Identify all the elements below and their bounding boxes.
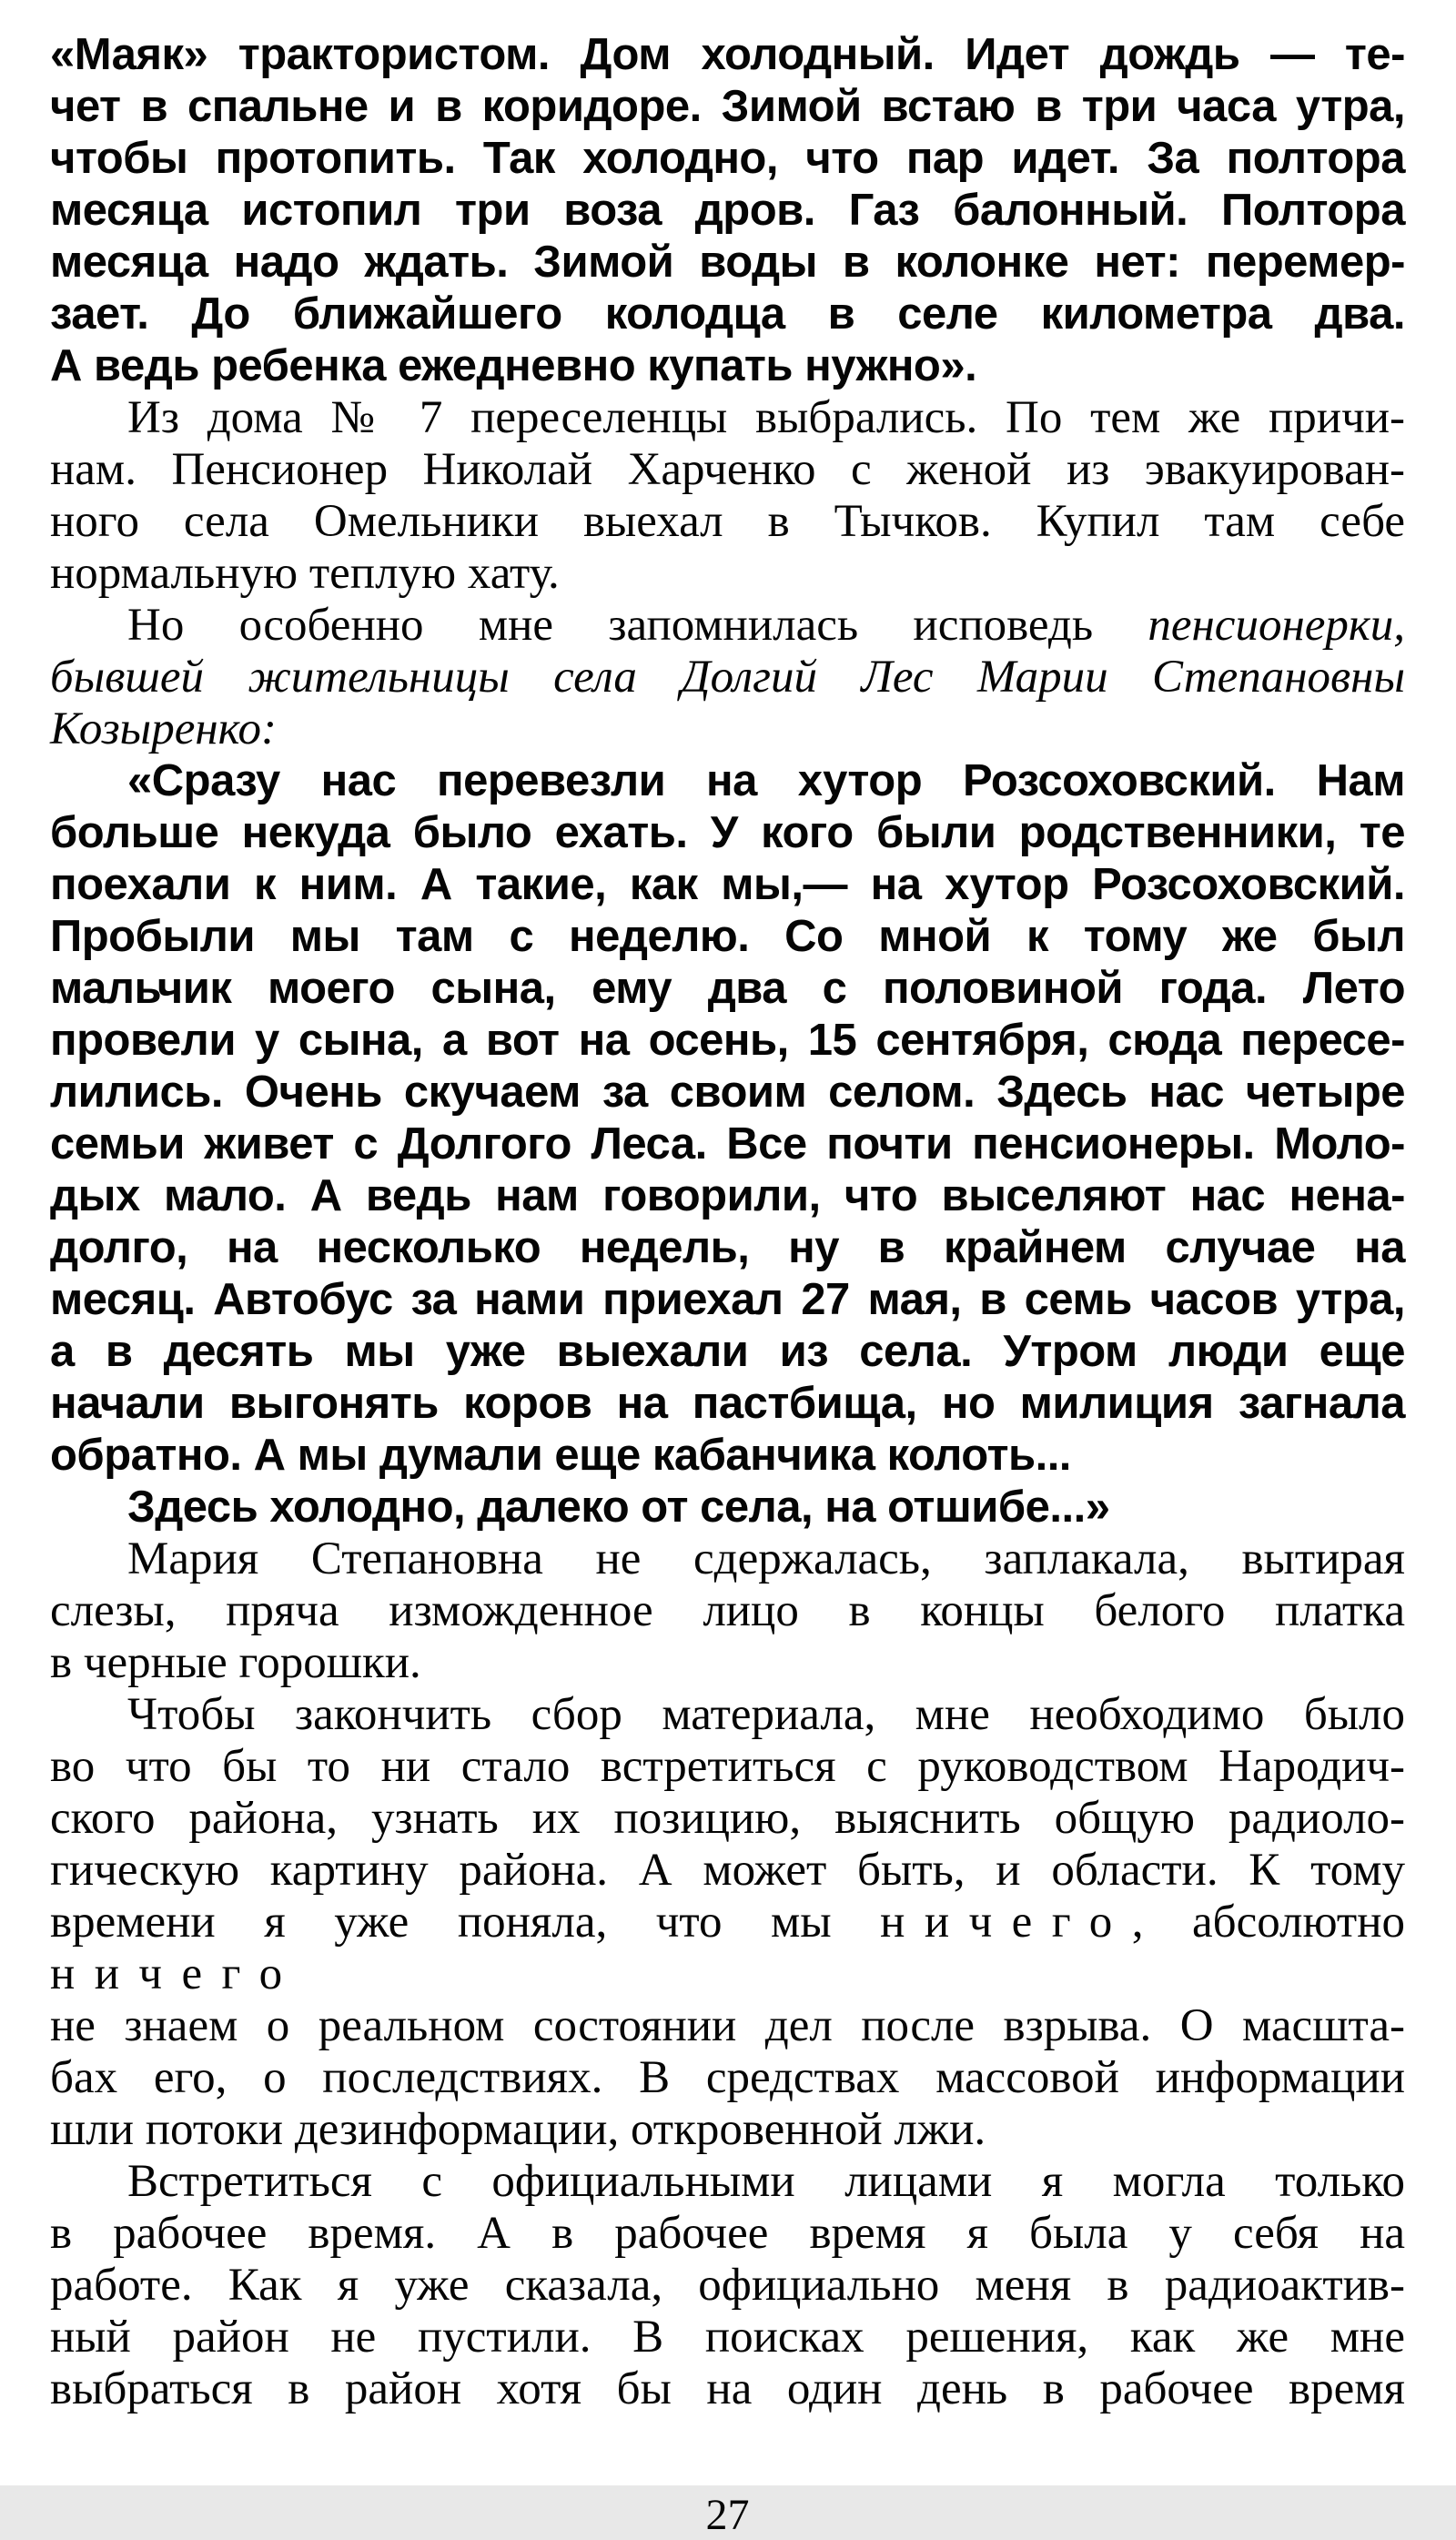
italic-text: бывшей жительницы села Долгий Лес Марии Степановны [50, 652, 1405, 703]
text-segment: долго, на несколько недель, ну в крайнем случае на [50, 1223, 1405, 1272]
text-line [50, 1326, 1405, 1378]
text-segment: ного села Омельники выехал в Тычков. Купил там себе [50, 496, 1405, 547]
text-segment: шли потоки дезинформации, откровенной лжи. [50, 2104, 986, 2155]
text-segment: больше некуда было ехать. У кого были родственники, те [50, 808, 1405, 857]
page-number: 27 [705, 2491, 750, 2539]
text-line [50, 2363, 1405, 2415]
text-line [50, 548, 1405, 600]
text-line [50, 1015, 1405, 1067]
text-line [50, 703, 1405, 755]
paragraph [50, 392, 1405, 600]
text-line [50, 652, 1405, 703]
text-line [50, 2260, 1405, 2312]
text-line [50, 2000, 1405, 2052]
text-line [50, 2208, 1405, 2260]
paragraph [50, 1533, 1405, 1689]
text-line [50, 29, 1405, 81]
text-line [50, 2104, 1405, 2156]
text-segment: в рабочее время. А в рабочее время я была у себя на [50, 2208, 1405, 2259]
text-line [50, 1793, 1405, 1845]
text-line [50, 600, 1405, 652]
text-segment: зает. До ближайшего колодца в селе километра два. [50, 289, 1405, 339]
paragraph [50, 2156, 1405, 2415]
text-segment: Но особенно мне запомнилась исповедь [127, 600, 1148, 651]
letterspaced-emphasis-text: ничего [50, 1948, 302, 1999]
text-line [50, 963, 1405, 1015]
letterspaced-emphasis-text: ничего [880, 1897, 1132, 1948]
text-line [50, 1482, 1405, 1533]
paragraph [50, 1689, 1405, 2156]
paragraph [50, 600, 1405, 755]
text-line [50, 185, 1405, 237]
text-line [50, 81, 1405, 133]
paragraph [50, 29, 1405, 392]
italic-text: пенсионерки, [1148, 600, 1405, 651]
text-line [50, 1378, 1405, 1430]
text-line [50, 911, 1405, 963]
text-segment: , абсолютно [1131, 1897, 1405, 1948]
text-segment: начали выгонять коров на пастбища, но милиция загнала [50, 1379, 1405, 1428]
text-segment: А ведь ребенка ежедневно купать нужно». [50, 341, 977, 390]
text-line [50, 2156, 1405, 2208]
text-line [50, 1430, 1405, 1482]
text-segment: Из дома № 7 переселенцы выбрались. По тем же причи- [127, 392, 1405, 443]
text-line [50, 859, 1405, 911]
text-line [50, 1274, 1405, 1326]
body-text [50, 29, 1405, 2415]
text-line [50, 133, 1405, 185]
text-line [50, 496, 1405, 548]
text-line [50, 1118, 1405, 1170]
text-line [50, 1637, 1405, 1689]
text-line [50, 288, 1405, 340]
text-segment: гическую картину района. А может быть, и области. К тому [50, 1845, 1405, 1896]
text-segment: нормальную теплую хату. [50, 548, 560, 599]
text-segment: поехали к ним. А такие, как мы,— на хутор Розсоховский. [50, 860, 1405, 909]
text-segment: Здесь холодно, далеко от села, на отшибе...» [127, 1483, 1110, 1532]
text-line [50, 1845, 1405, 1897]
text-line [50, 1585, 1405, 1637]
text-segment: семьи живет с Долгого Леса. Все почти пенсионеры. Моло- [50, 1119, 1405, 1169]
text-segment: ный район не пустили. В поисках решения, как же мне [50, 2312, 1405, 2363]
text-segment: в черные горошки. [50, 1637, 421, 1688]
text-segment: Встретиться с официальными лицами я могла только [127, 2156, 1405, 2207]
text-segment: месяца надо ждать. Зимой воды в колонке нет: перемер- [50, 238, 1405, 287]
text-segment: лились. Очень скучаем за своим селом. Здесь нас четыре [50, 1068, 1405, 1117]
text-segment: а в десять мы уже выехали из села. Утром люди еще [50, 1327, 1405, 1376]
text-line [50, 340, 1405, 392]
text-line [50, 1689, 1405, 1741]
text-line [50, 444, 1405, 496]
text-line [50, 1897, 1405, 2000]
text-segment: Чтобы закончить сбор материала, мне необходимо было [127, 1689, 1405, 1740]
text-line [50, 1067, 1405, 1118]
text-line [50, 392, 1405, 444]
text-segment: чтобы протопить. Так холодно, что пар идет. За полтора [50, 134, 1405, 183]
text-line [50, 755, 1405, 807]
text-segment: не знаем о реальном состоянии дел после взрыва. О масшта- [50, 2000, 1405, 2051]
paragraph [50, 1482, 1405, 1533]
text-line [50, 1222, 1405, 1274]
text-line [50, 1533, 1405, 1585]
text-line [50, 1170, 1405, 1222]
text-segment: работе. Как я уже сказала, официально меня в радиоактив- [50, 2260, 1405, 2311]
text-segment: «Сразу нас перевезли на хутор Розсоховский. Нам [127, 756, 1405, 805]
text-segment: чет в спальне и в коридоре. Зимой встаю в три часа утра, [50, 82, 1405, 131]
text-segment: мальчик моего сына, ему два с половиной года. Лето [50, 964, 1405, 1013]
text-line [50, 1741, 1405, 1793]
text-segment: во что бы то ни стало встретиться с руководством Народич- [50, 1741, 1405, 1792]
text-segment: бах его, о последствиях. В средствах массовой информации [50, 2052, 1405, 2103]
text-segment: обратно. А мы думали еще кабанчика колоть... [50, 1431, 1071, 1480]
text-line [50, 807, 1405, 859]
paragraph [50, 755, 1405, 1482]
italic-text: Козыренко: [50, 703, 278, 754]
text-segment: нам. Пенсионер Николай Харченко с женой из эвакуирован- [50, 444, 1405, 495]
text-segment: провели у сына, а вот на осень, 15 сентября, сюда пересе- [50, 1016, 1405, 1065]
text-segment: выбраться в район хотя бы на один день в рабочее время [50, 2363, 1405, 2414]
text-segment: «Маяк» трактористом. Дом холодный. Идет дождь — те- [50, 30, 1405, 79]
text-line [50, 237, 1405, 288]
text-line [50, 2052, 1405, 2104]
text-segment: месяца истопил три воза дров. Газ балонный. Полтора [50, 186, 1405, 235]
text-segment: ского района, узнать их позицию, выяснить общую радиоло- [50, 1793, 1405, 1844]
text-segment: слезы, пряча изможденное лицо в концы белого платка [50, 1585, 1405, 1636]
text-segment: Пробыли мы там с неделю. Со мной к тому же был [50, 912, 1405, 961]
text-segment: Мария Степановна не сдержалась, заплакала, вытирая [127, 1533, 1405, 1584]
text-segment: времени я уже поняла, что мы [50, 1897, 881, 1948]
text-line [50, 2312, 1405, 2363]
text-segment: месяц. Автобус за нами приехал 27 мая, в семь часов утра, [50, 1275, 1405, 1324]
text-segment: дых мало. А ведь нам говорили, что выселяют нас нена- [50, 1171, 1405, 1220]
